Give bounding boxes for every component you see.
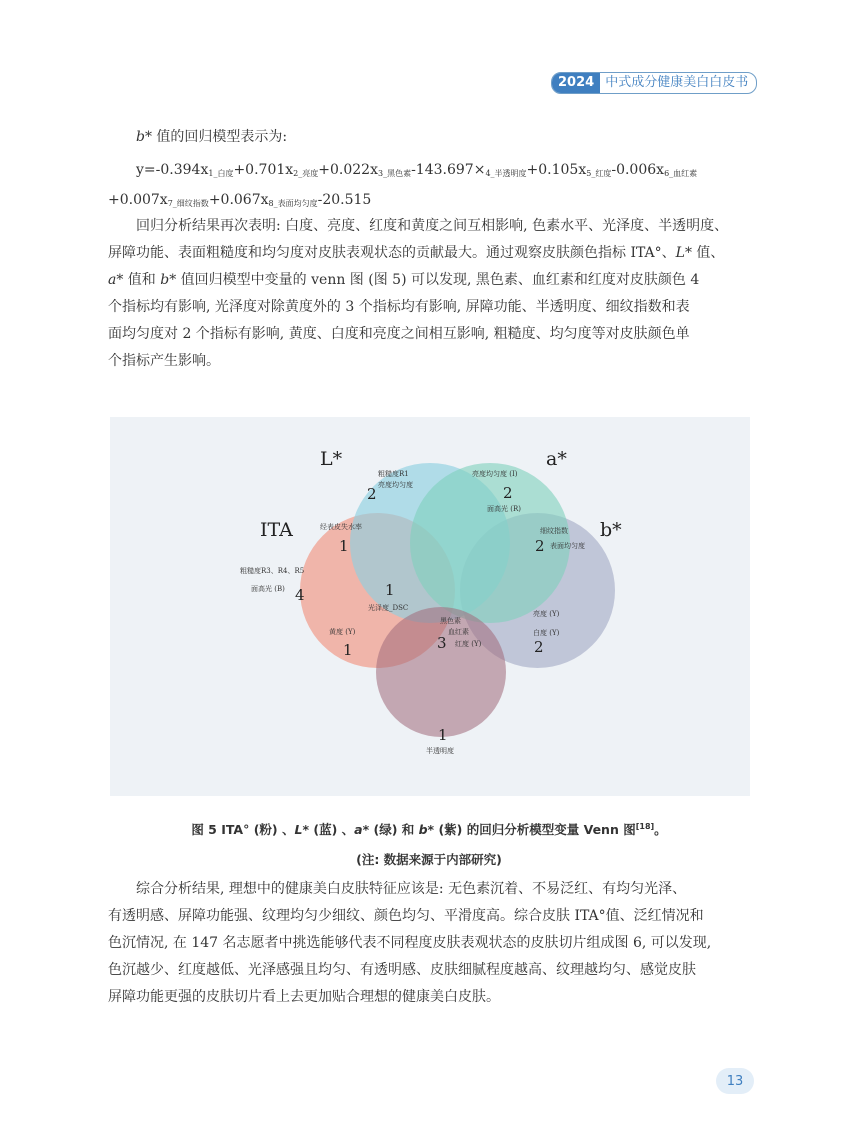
- equation: [108, 157, 750, 217]
- venn-label-bstar: b*: [600, 519, 622, 541]
- p2-line-1: 综合分析结果, 理想中的健康美白皮肤特征应该是: 无色素沉着、不易泛红、有均匀光泽、: [136, 881, 687, 897]
- figure-note: (注: 数据来源于内部研究): [356, 852, 502, 867]
- region-ita-lstar-astar-item-1: 光泽度_DSC: [368, 604, 409, 612]
- region-lstar-bstar-item-2: 白度 (Y): [533, 629, 560, 637]
- region-ita-only-item-1: 粗糙度R3、R4、R5: [240, 567, 305, 575]
- region-astar-bstar-item-1: 细纹指数: [540, 527, 568, 535]
- paragraph-1: [108, 213, 750, 375]
- region-lstar-bstar-count: 2: [534, 638, 544, 656]
- p1-line-1: 回归分析结果再次表明: 白度、亮度、红度和黄度之间互相影响, 色素水平、光泽度、半透明度、: [136, 218, 729, 234]
- page-number: 13: [726, 1073, 744, 1089]
- p2-line-5: 屏障功能更强的皮肤切片看上去更加贴合理想的健康美白皮肤。: [108, 989, 500, 1005]
- p1-line-2: 屏障功能、表面粗糙度和均匀度对皮肤表观状态的贡献最大。通过观察皮肤颜色指标 ITA°、L* 值、: [108, 245, 725, 261]
- region-astar-bstar-item-2: 表面均匀度: [550, 542, 585, 550]
- region-lstar-only-count: 2: [367, 485, 377, 503]
- header-year: 2024: [552, 73, 600, 93]
- intro-line: [108, 124, 750, 151]
- header-title: 中式成分健康美白白皮书: [605, 75, 749, 90]
- region-astar-bstar-count: 2: [535, 537, 545, 555]
- region-center-count: 3: [437, 634, 447, 652]
- venn-label-astar: a*: [546, 448, 567, 470]
- equation-line-1: $y=-0.394x_{1\_白度}+0.701x_{2\_亮度}+0.022x_{3\_黑色素}-143.697\times_{4\_半透明度}+0.105x_{5\_红度}-0.006x_{6\_血红素}$: [136, 162, 698, 178]
- region-center-item-1: 黑色素: [440, 617, 461, 625]
- p2-line-2: 有透明感、屏障功能强、纹理均匀少细纹、颜色均匀、平滑度高。综合皮肤 ITA°值、泛红情况和: [108, 908, 704, 924]
- figure-caption: 图 5 ITA° (粉) 、L* (蓝) 、a* (绿) 和 b* (紫) 的回归分析模型变量 Venn 图[18]。: [191, 821, 667, 837]
- region-lstar-only-item-2: 亮度均匀度: [378, 481, 413, 489]
- intro-label: 值的回归模型表示为:: [156, 129, 288, 145]
- region-ita-only-count: 4: [295, 586, 305, 604]
- region-ita-lstar-bottom-count: 1: [343, 641, 353, 659]
- p1-line-6: 个指标产生影响。: [108, 353, 220, 369]
- region-ita-lstar-item-1: 经表皮失水率: [320, 523, 362, 531]
- region-bottom-item-1: 半透明度: [426, 747, 454, 755]
- region-bottom-count: 1: [438, 726, 448, 744]
- p1-line-4: 个指标均有影响, 光泽度对除黄度外的 3 个指标均有影响, 屏障功能、半透明度、细纹指数和表: [108, 299, 690, 315]
- p1-line-5: 面均匀度对 2 个指标有影响, 黄度、白度和亮度之间相互影响, 粗糙度、均匀度等对皮肤颜色单: [108, 326, 690, 342]
- region-astar-only-item-1: 亮度均匀度 (I): [472, 470, 518, 478]
- venn-diagram: [110, 417, 750, 796]
- region-ita-lstar-count: 1: [339, 537, 349, 555]
- header-badge: [551, 72, 757, 94]
- intro-var: b*: [136, 129, 152, 145]
- p1-line-3: a* 值和 b* 值回归模型中变量的 venn 图 (图 5) 可以发现, 黑色素、血红素和红度对皮肤颜色 4: [108, 272, 700, 288]
- region-center-item-3: 红度 (Y): [455, 640, 482, 648]
- equation-line-2: $+0.007x_{7\_细纹指数}+0.067x_{8\_表面均匀度}-20.515$: [108, 192, 372, 208]
- page-number-badge: [716, 1068, 754, 1094]
- region-lstar-bstar-item-1: 亮度 (Y): [533, 610, 560, 618]
- region-lstar-only-item-1: 粗糙度R1: [378, 470, 409, 478]
- paragraph-2: [108, 876, 750, 1011]
- region-ita-only-item-2: 面高光 (B): [251, 585, 285, 593]
- region-astar-only-count: 2: [503, 484, 513, 502]
- venn-label-ita: ITA: [260, 519, 293, 541]
- region-ita-lstar-astar-count: 1: [385, 581, 395, 599]
- venn-figure: [110, 417, 750, 796]
- p2-line-4: 色沉越少、红度越低、光泽感强且均匀、有透明感、皮肤细腻程度越高、纹理越均匀、感觉皮肤: [108, 962, 696, 978]
- region-center-item-2: 血红素: [448, 628, 469, 636]
- region-astar-only-item-2: 面高光 (R): [487, 505, 521, 513]
- venn-label-lstar: L*: [320, 448, 343, 470]
- region-ita-lstar-bottom-item-1: 黄度 (Y): [329, 628, 356, 636]
- p2-line-3: 色沉情况, 在 147 名志愿者中挑选能够代表不同程度皮肤表观状态的皮肤切片组成图 6, 可以发现,: [108, 935, 712, 951]
